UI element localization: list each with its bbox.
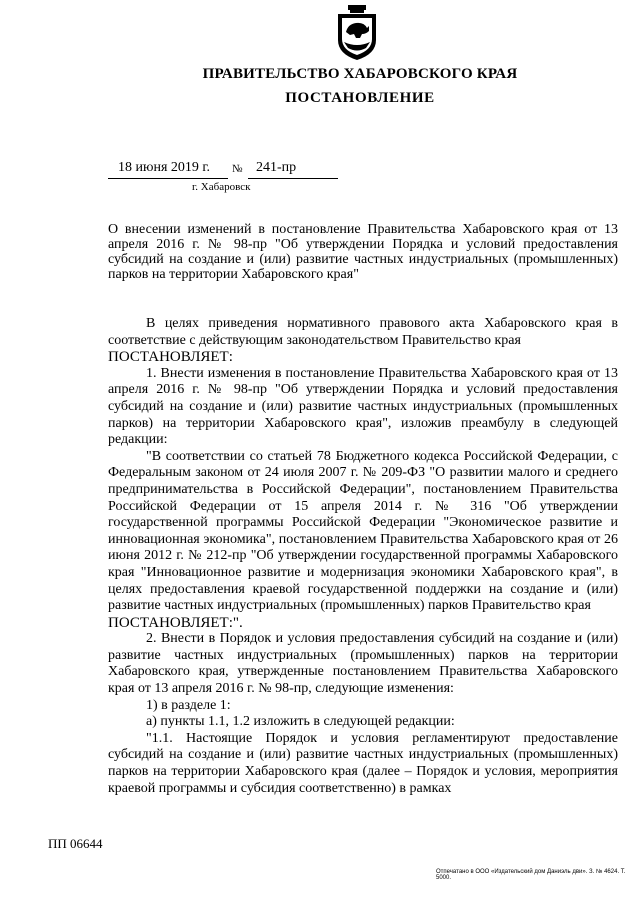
footer-code: ПП 06644 xyxy=(48,836,103,851)
document-body xyxy=(108,316,618,797)
paragraph-item-2: 2. Внести в Порядок и условия предоставления субсидий на создание и (или) развитие частных индустриальных (промышленных) парков на территории Хабаровского края, утвержденные постановлением Правительства Хабаровского края от 13 апреля 2016 г. № 98-пр, следующие изменения: xyxy=(108,631,618,697)
paragraph-resolves: ПОСТАНОВЛЯЕТ: xyxy=(108,349,233,366)
khabarovsk-coat-of-arms-icon xyxy=(336,4,378,62)
paragraph-new-preamble: "В соответствии со статьей 78 Бюджетного кодекса Российской Федерации, с Федеральным законом от 24 июля 2007 г. № 209-ФЗ "О развитии малого и среднего предпринимательства в Российской Федерации", постановлением Правительства Российской Федерации от 15 апреля 2014 г. № 316 "Об утверждении государственной программы Российской Федерации "Экономическое развитие и инновационная экономика", постановлением Правительства Хабаровского края от 26 июня 2012 г. № 212-пр "Об утверждении государственной программы Хабаровского края "Инновационное развитие и модернизация экономики Хабаровского края", в целях предоставления краевой государственной поддержки на создание и (или) развитие частных индустриальных (промышленных) парков Правительство края xyxy=(108,448,618,614)
org-name: ПРАВИТЕЛЬСТВО ХАБАРОВСКОГО КРАЯ xyxy=(202,66,518,82)
document-number: 241-пр xyxy=(256,160,297,175)
paragraph-preamble: В целях приведения нормативного правового акта Хабаровского края в соответствие с действующим законодательством Правительство края xyxy=(108,316,618,348)
number-underline xyxy=(248,178,338,179)
paragraph-clause-1-1: "1.1. Настоящие Порядок и условия регламентируют предоставление субсидий на создание и (или) развитие частных индустриальных (промышленных) парков на территории Хабаровского края (далее – Порядок и условия, мероприятия краевой программы и субсидия соответственно) в рамках xyxy=(108,730,618,796)
doc-type-title: ПОСТАНОВЛЕНИЕ xyxy=(285,90,435,106)
printer-note: Отпечатано в ООО «Издательский дом Даниэль дви». З. № 4624. Т. 5000. xyxy=(436,869,626,881)
paragraph-subitem-a: а) пункты 1.1, 1.2 изложить в следующей редакции: xyxy=(146,714,455,730)
city: г. Хабаровск xyxy=(192,181,251,193)
date-number-row xyxy=(108,160,338,180)
paragraph-resolves-quote: ПОСТАНОВЛЯЕТ:". xyxy=(108,614,243,631)
paragraph-item-1: 1. Внести изменения в постановление Правительства Хабаровского края от 13 апреля 2016 г. № 98-пр "Об утверждении Порядка и условий предоставления субсидий на создание и (или) развитие частных индустриальных (промышленных парков) на территории Хабаровского края", изложив преамбулу в следующей редакции: xyxy=(108,365,618,448)
document-date: 18 июня 2019 г. xyxy=(118,160,211,175)
document-subject: О внесении изменений в постановление Правительства Хабаровского края от 13 апреля 2016 г. № 98-пр "Об утверждении Порядка и условий предоставления субсидий на создание и (или) развитие частных индустриальных (промышленных) парков на территории Хабаровского края" xyxy=(108,222,618,282)
date-underline xyxy=(108,178,228,179)
number-sign: № xyxy=(232,163,243,175)
paragraph-subitem-1: 1) в разделе 1: xyxy=(146,697,231,713)
